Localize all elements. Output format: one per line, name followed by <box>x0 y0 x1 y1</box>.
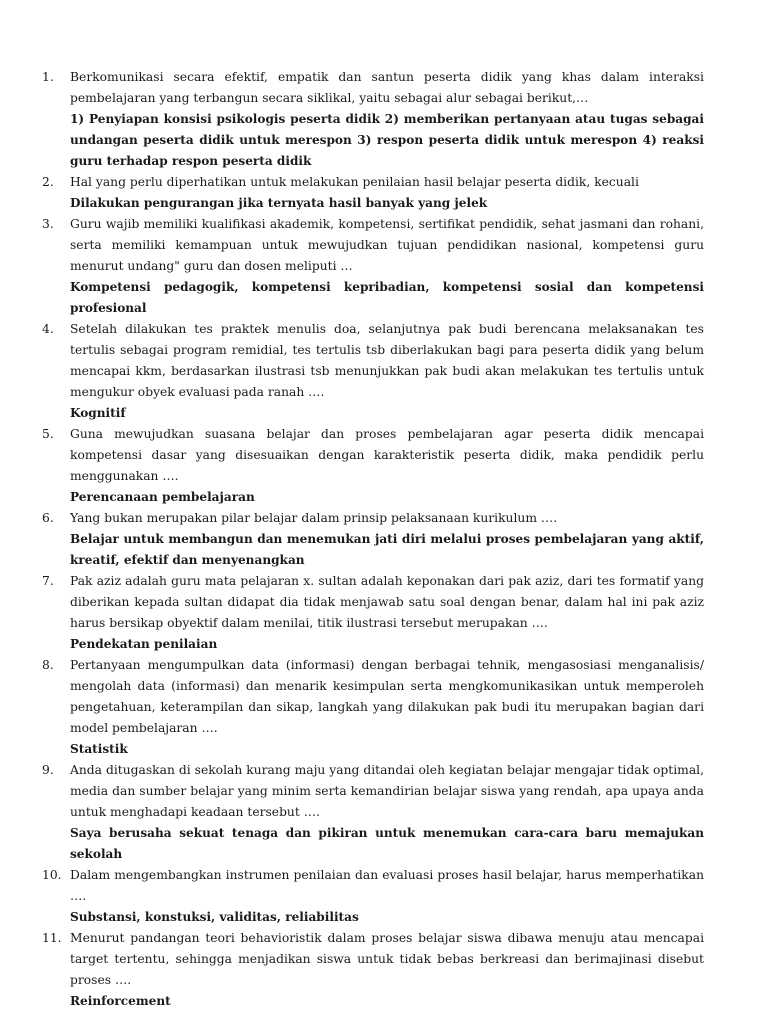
question-text: Pak aziz adalah guru mata pelajaran x. sultan adalah keponakan dari pak aziz, dari tes formatif yang diberikan kepada sultan didapat dia tidak menjawab satu soal dengan benar, dalam hal ini pak aziz harus bersikap obyektif dalam menilai, titik ilustrasi tersebut merupakan …. <box>70 574 704 630</box>
list-item <box>42 319 704 424</box>
item-number: 4. <box>42 322 54 336</box>
list-item <box>42 760 704 865</box>
answer-text: Perencanaan pembelajaran <box>70 490 255 504</box>
question-text: Guru wajib memiliki kualifikasi akademik, kompetensi, sertifikat pendidik, sehat jasmani dan rohani, serta memiliki kemampuan untuk mewujudkan tujuan pendidikan nasional, kompetensi guru menurut undang" guru dan dosen meliputi … <box>70 217 704 273</box>
item-number: 1. <box>42 70 54 84</box>
item-number: 5. <box>42 427 54 441</box>
answer-text: Substansi, konstuksi, validitas, reliabilitas <box>70 910 359 924</box>
answer-text: Belajar untuk membangun dan menemukan jati diri melalui proses pembelajaran yang aktif, kreatif, efektif dan menyenangkan <box>70 532 704 567</box>
item-number: 10. <box>42 868 62 882</box>
list-item <box>42 172 704 214</box>
item-number: 11. <box>42 931 62 945</box>
item-number: 7. <box>42 574 54 588</box>
question-text: Berkomunikasi secara efektif, empatik dan santun peserta didik yang khas dalam interaksi pembelajaran yang terbangun secara siklikal, yaitu sebagai alur sebagai berikut,… <box>70 70 704 105</box>
answer-text: Statistik <box>70 742 128 756</box>
list-item <box>42 508 704 571</box>
answer-text: Dilakukan pengurangan jika ternyata hasil banyak yang jelek <box>70 196 488 210</box>
item-number: 2. <box>42 175 54 189</box>
list-item <box>42 424 704 508</box>
item-number: 3. <box>42 217 54 231</box>
question-text: Guna mewujudkan suasana belajar dan proses pembelajaran agar peserta didik mencapai kompetensi dasar yang disesuaikan dengan karakteristik peserta didik, maka pendidik perlu menggunakan …. <box>70 427 704 483</box>
answer-text: Reinforcement <box>70 994 171 1008</box>
answer-text: Pendekatan penilaian <box>70 637 218 651</box>
question-text: Menurut pandangan teori behavioristik dalam proses belajar siswa dibawa menuju atau mencapai target tertentu, sehingga menjadikan siswa untuk tidak bebas berkreasi dan berimajinasi disebut proses …. <box>70 931 704 987</box>
question-text: Dalam mengembangkan instrumen penilaian dan evaluasi proses hasil belajar, harus memperhatikan …. <box>70 868 704 903</box>
question-list <box>42 67 704 1012</box>
question-text: Setelah dilakukan tes praktek menulis doa, selanjutnya pak budi berencana melaksanakan tes tertulis sebagai program remidial, tes tertulis tsb diberlakukan bagi para peserta didik yang belum mencapai kkm, berdasarkan ilustrasi tsb menunjukkan pak budi akan melakukan tes tertulis untuk mengukur obyek evaluasi pada ranah …. <box>70 322 704 399</box>
answer-text: Kompetensi pedagogik, kompetensi kepribadian, kompetensi sosial dan kompetensi profesional <box>70 280 704 315</box>
answer-text: Kognitif <box>70 406 126 420</box>
answer-text: 1) Penyiapan konsisi psikologis peserta didik 2) memberikan pertanyaan atau tugas sebagai undangan peserta didik untuk merespon 3) respon peserta didik untuk merespon 4) reaksi guru terhadap respon peserta didik <box>70 112 704 168</box>
question-text: Pertanyaan mengumpulkan data (informasi) dengan berbagai tehnik, mengasosiasi menganalisis/ mengolah data (informasi) dan menarik kesimpulan serta mengkomunikasikan untuk memperoleh pengetahuan, keterampilan dan sikap, langkah yang dilakukan pak budi itu merupakan bagian dari model pembelajaran …. <box>70 658 704 735</box>
item-number: 9. <box>42 763 54 777</box>
question-text: Hal yang perlu diperhatikan untuk melakukan penilaian hasil belajar peserta didik, kecuali <box>70 175 639 189</box>
list-item <box>42 655 704 760</box>
list-item <box>42 214 704 319</box>
list-item <box>42 571 704 655</box>
question-text: Anda ditugaskan di sekolah kurang maju yang ditandai oleh kegiatan belajar mengajar tidak optimal, media dan sumber belajar yang minim serta kemandirian belajar siswa yang rendah, apa upaya anda untuk menghadapi keadaan tersebut …. <box>70 763 704 819</box>
list-item <box>42 865 704 928</box>
list-item <box>42 67 704 172</box>
list-item <box>42 928 704 1012</box>
answer-text: Saya berusaha sekuat tenaga dan pikiran untuk menemukan cara-cara baru memajukan sekolah <box>70 826 704 861</box>
question-text: Yang bukan merupakan pilar belajar dalam prinsip pelaksanaan kurikulum …. <box>70 511 558 525</box>
item-number: 6. <box>42 511 54 525</box>
item-number: 8. <box>42 658 54 672</box>
